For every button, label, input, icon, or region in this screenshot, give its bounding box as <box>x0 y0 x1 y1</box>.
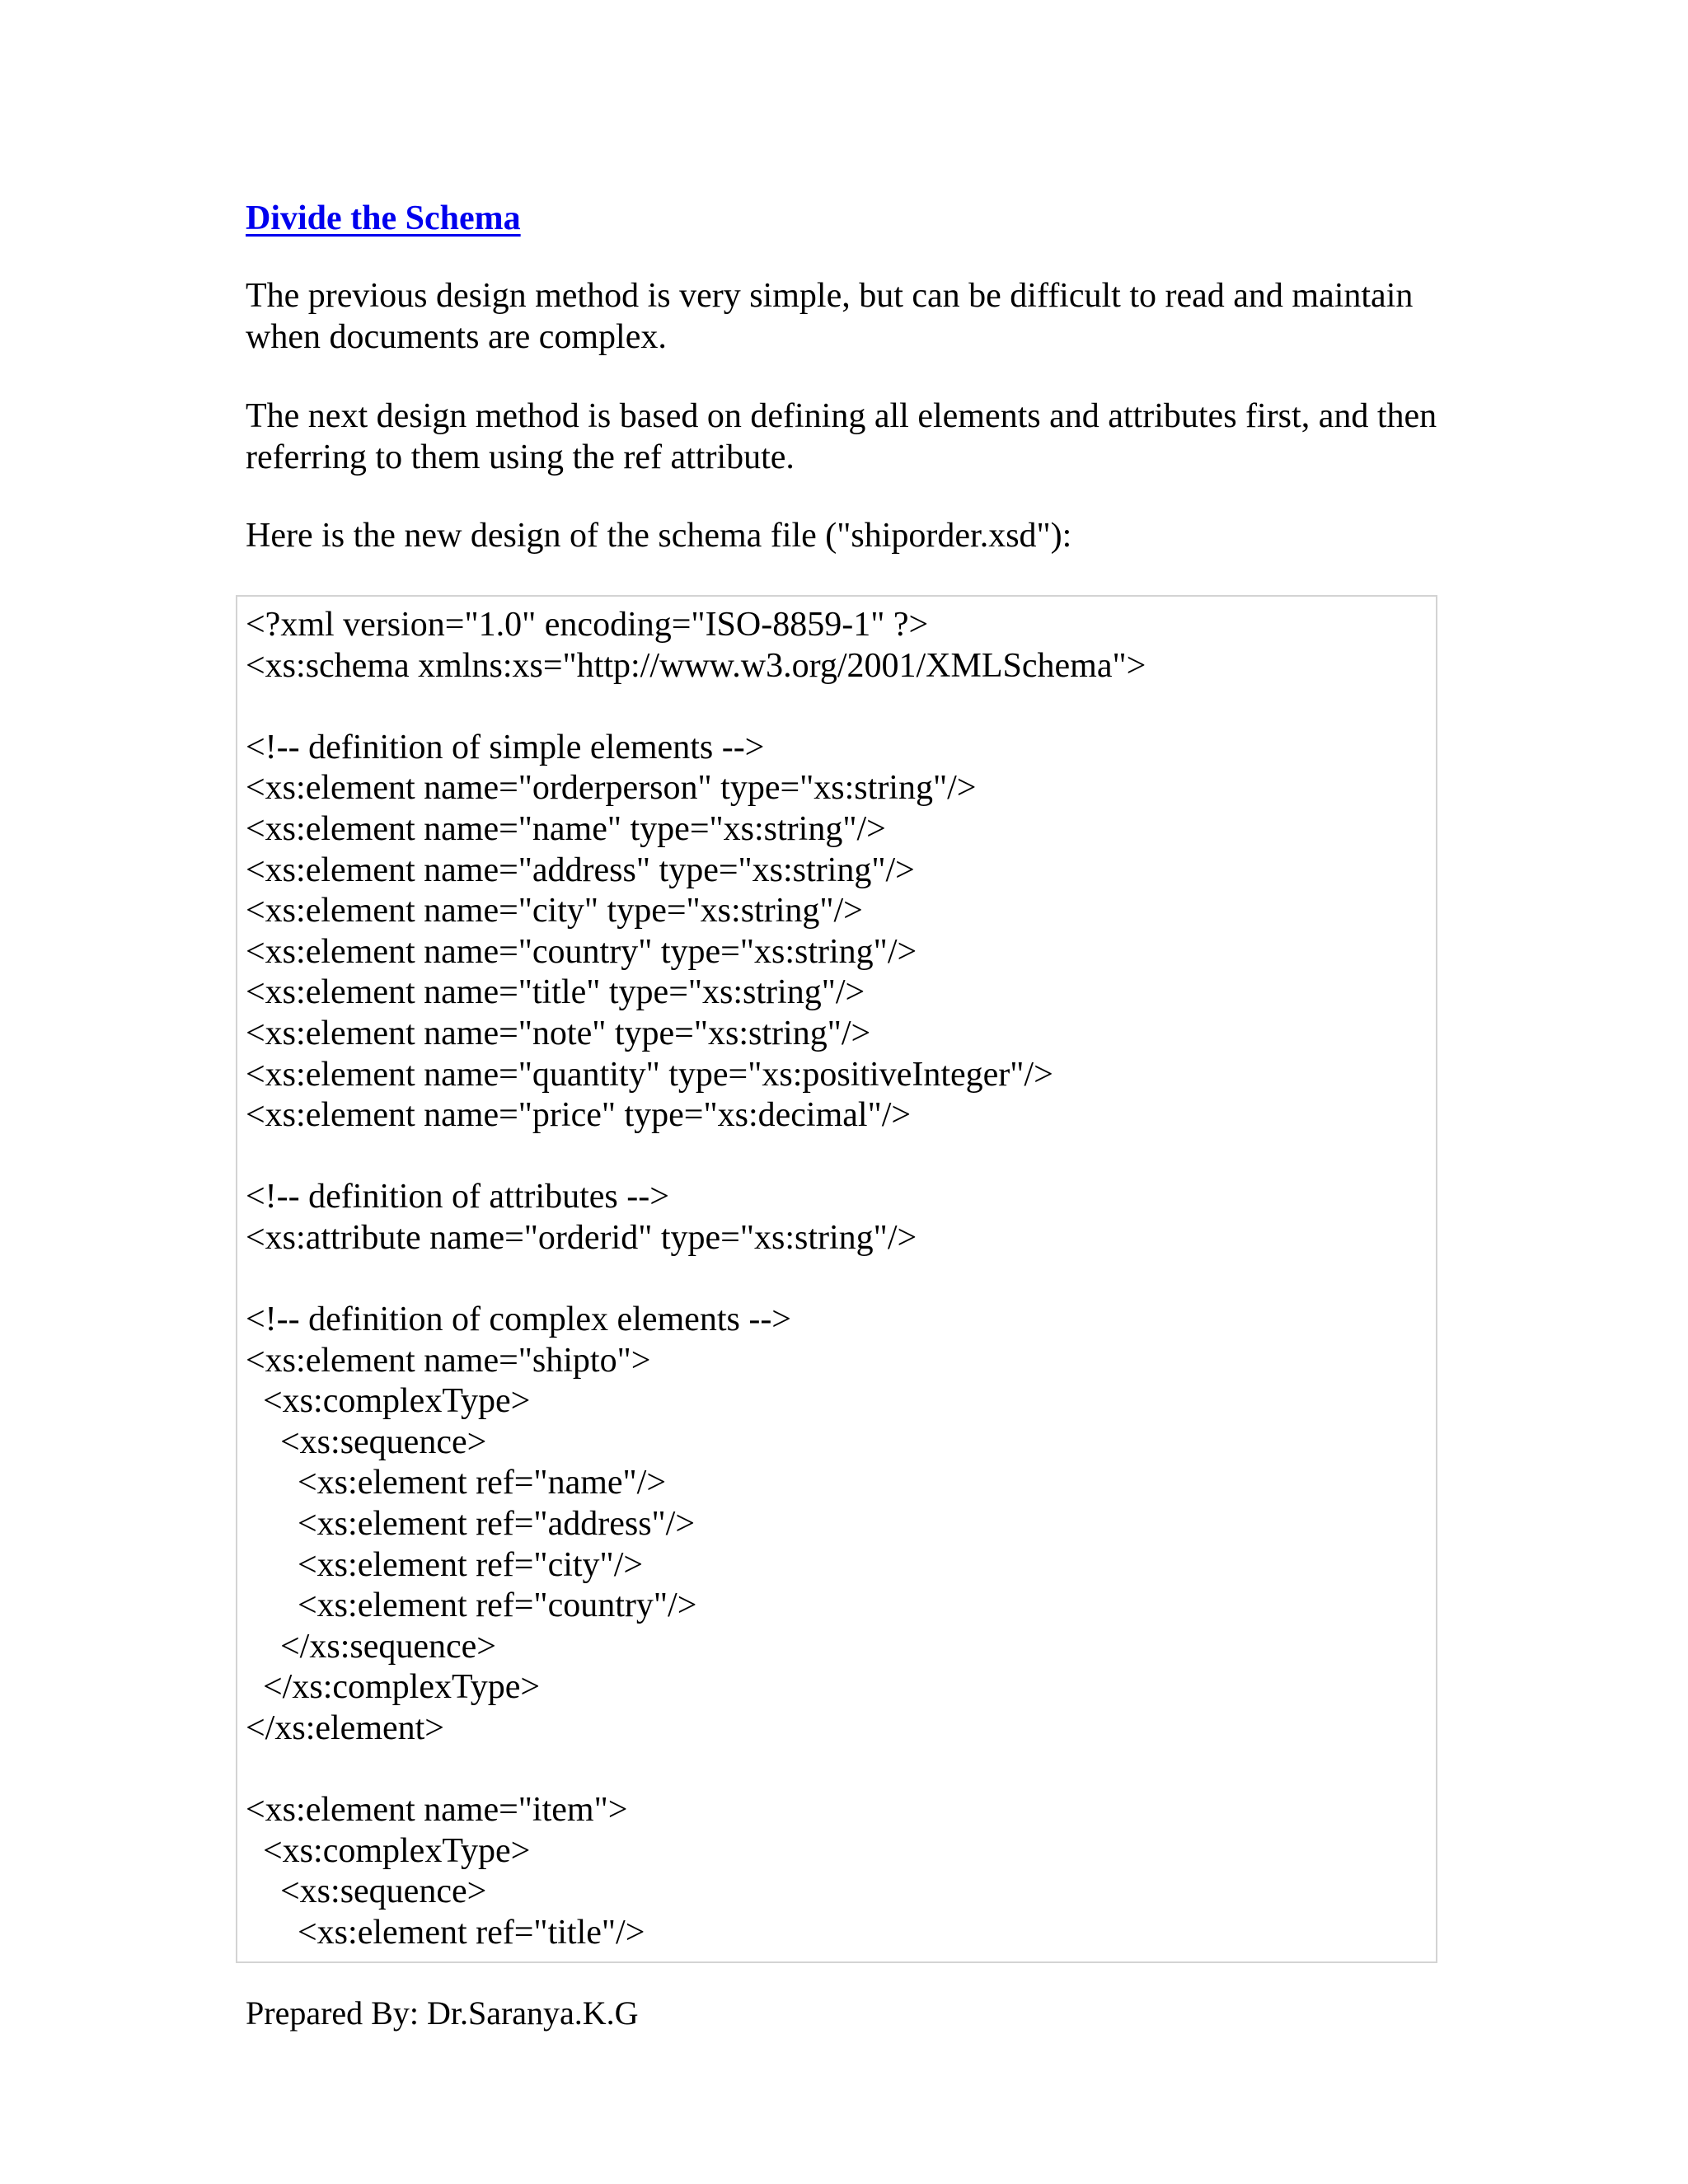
code-line: <xs:element ref="title"/> <box>246 1914 645 1952</box>
code-line: </xs:sequence> <box>246 1627 496 1666</box>
code-line: <xs:element name="note" type="xs:string"/> <box>246 1014 871 1052</box>
code-line: <xs:element ref="country"/> <box>246 1586 697 1625</box>
code-line: <xs:complexType> <box>246 1831 531 1870</box>
code-line: <xs:element name="shipto"> <box>246 1341 651 1380</box>
code-line <box>246 1750 1436 1791</box>
section-heading-link[interactable]: Divide the Schema <box>246 199 521 237</box>
code-line: <xs:sequence> <box>246 1872 487 1911</box>
code-line: <xs:complexType> <box>246 1382 531 1421</box>
code-line <box>246 1259 1436 1301</box>
code-example-box <box>236 595 1437 1963</box>
code-line: <xs:element name="address" type="xs:string"/> <box>246 851 915 889</box>
section-heading <box>246 196 521 241</box>
footer-author: Prepared By: Dr.Saranya.K.G <box>246 1994 639 2032</box>
code-line: <xs:element name="title" type="xs:string"/> <box>246 973 865 1012</box>
code-line: <xs:element name="name" type="xs:string"/> <box>246 809 886 848</box>
code-line: <xs:element name="price" type="xs:decimal"/> <box>246 1096 912 1135</box>
code-line: <!-- definition of simple elements --> <box>246 728 765 766</box>
paragraph-method: The next design method is based on defining all elements and attributes first, and then referring to them using the ref attribute. <box>246 397 1437 476</box>
code-line: <!-- definition of complex elements --> <box>246 1301 791 1339</box>
code-line: <?xml version="1.0" encoding="ISO-8859-1" ?> <box>246 606 929 644</box>
code-line <box>246 687 1436 728</box>
code-line: <xs:element ref="address"/> <box>246 1505 696 1544</box>
code-line: <xs:element name="quantity" type="xs:positiveInteger"/> <box>246 1055 1053 1094</box>
code-line: <xs:sequence> <box>246 1422 487 1461</box>
code-line: </xs:element> <box>246 1709 444 1748</box>
code-line: <xs:schema xmlns:xs="http://www.w3.org/2001/XMLSchema"> <box>246 646 1146 685</box>
code-line: <xs:element name="city" type="xs:string"/> <box>246 892 863 930</box>
code-line: <!-- definition of attributes --> <box>246 1178 669 1216</box>
paragraph-schema-file: Here is the new design of the schema file ("shiporder.xsd"): <box>246 517 1072 555</box>
code-line: </xs:complexType> <box>246 1668 541 1707</box>
code-line: <xs:element name="country" type="xs:string"/> <box>246 932 917 971</box>
code-line: <xs:element ref="city"/> <box>246 1545 644 1584</box>
code-line: <xs:element name="item"> <box>246 1791 628 1830</box>
code-line: <xs:attribute name="orderid" type="xs:string"/> <box>246 1218 917 1257</box>
code-block <box>246 605 1436 1954</box>
code-line <box>246 1137 1436 1178</box>
code-line: <xs:element name="orderperson" type="xs:string"/> <box>246 769 977 808</box>
code-line: <xs:element ref="name"/> <box>246 1464 667 1502</box>
paragraph-intro: The previous design method is very simple, but can be difficult to read and maintain when documents are complex. <box>246 277 1414 356</box>
